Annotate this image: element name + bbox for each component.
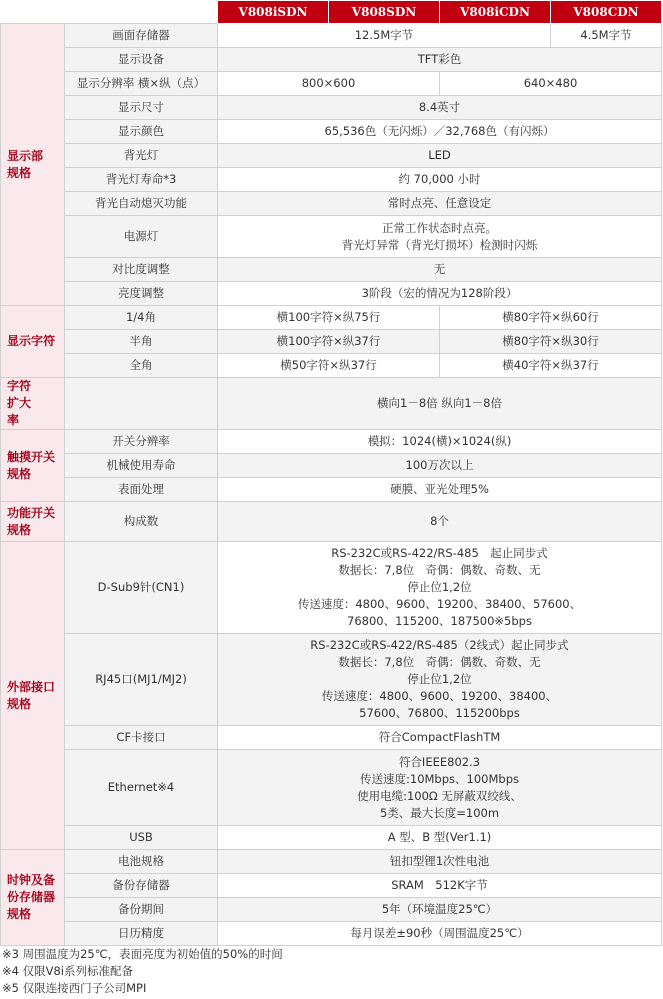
label-contrast: 对比度调整 [65, 258, 218, 282]
value-colors: 65,536色（无闪烁）／32,768色（有闪烁） [218, 120, 662, 144]
rj45-line-5: 57600、76800、115200bps [359, 706, 520, 720]
value-contrast: 无 [218, 258, 662, 282]
row-resolution [1, 72, 662, 96]
value-resolution-2: 640×480 [440, 72, 662, 96]
label-accuracy: 日历精度 [65, 922, 218, 946]
footnote-4: ※4 仅限V8i系列标准配备 [2, 964, 133, 978]
row-backup-mem [1, 874, 662, 898]
rj45-line-3: 停止位1,2位 [407, 672, 472, 686]
label-size: 显示尺寸 [65, 96, 218, 120]
value-resolution-1: 800×600 [218, 72, 440, 96]
row-char-full [1, 354, 662, 378]
label-resolution: 显示分辨率 横×纵（点） [65, 72, 218, 96]
row-accuracy [1, 922, 662, 946]
value-backlight-life: 约 70,000 小时 [218, 168, 662, 192]
row-char-quarter [1, 306, 662, 330]
power-led-line-1: 正常工作状态时点亮。 [382, 220, 497, 235]
label-backup-mem: 备份存储器 [65, 874, 218, 898]
value-brightness: 3阶段（宏的情况为128阶段） [218, 282, 662, 306]
row-backlight [1, 144, 662, 168]
value-zoom: 横向1－8倍 纵向1－8倍 [218, 378, 662, 430]
label-brightness: 亮度调整 [65, 282, 218, 306]
row-device [1, 48, 662, 72]
label-usb: USB [65, 826, 218, 850]
row-char-half [1, 330, 662, 354]
value-char-quarter-1: 横100字符×纵75行 [218, 306, 440, 330]
value-power-led [218, 216, 662, 258]
header-v808isdn: V808iSDN [218, 1, 329, 24]
value-touch-resolution: 模拟：1024(横)×1024(纵) [218, 430, 662, 454]
category-clock: 时钟及备份存储器规格 [1, 850, 65, 946]
footnotes [2, 946, 283, 997]
value-backup-period: 5年（环境温度25℃） [218, 898, 662, 922]
label-char-half: 半角 [65, 330, 218, 354]
power-led-line-2: 背光灯异常（背光灯损坏）检测时闪烁 [341, 237, 538, 252]
label-backlight: 背光灯 [65, 144, 218, 168]
header-v808icdn: V808iCDN [440, 1, 551, 24]
value-dsub [218, 542, 662, 634]
row-zoom [1, 378, 662, 430]
label-power-led: 电源灯 [65, 216, 218, 258]
value-func: 8个 [218, 502, 662, 542]
category-ext: 外部接口规格 [1, 542, 65, 850]
value-ethernet [218, 750, 662, 826]
value-usb: A 型、B 型(Ver1.1) [218, 826, 662, 850]
row-backlight-life [1, 168, 662, 192]
label-touch-life: 机械使用寿命 [65, 454, 218, 478]
value-size: 8.4英寸 [218, 96, 662, 120]
label-char-quarter: 1/4角 [65, 306, 218, 330]
row-auto-off [1, 192, 662, 216]
row-backup-period [1, 898, 662, 922]
row-rj45 [1, 634, 662, 726]
row-size [1, 96, 662, 120]
row-func [1, 502, 662, 542]
value-auto-off: 常时点亮、任意设定 [218, 192, 662, 216]
row-colors [1, 120, 662, 144]
label-ethernet: Ethernet※4 [65, 750, 218, 826]
row-touch-surface [1, 478, 662, 502]
value-touch-surface: 硬膜、亚光处理5% [218, 478, 662, 502]
row-brightness [1, 282, 662, 306]
value-char-half-1: 横100字符×纵37行 [218, 330, 440, 354]
row-touch-life [1, 454, 662, 478]
value-backup-mem: SRAM 512K字节 [218, 874, 662, 898]
header-row [1, 1, 662, 24]
value-touch-life: 100万次以上 [218, 454, 662, 478]
label-battery: 电池规格 [65, 850, 218, 874]
dsub-line-1: RS-232C或RS-422/RS-485 起止同步式 [331, 546, 548, 560]
value-char-full-1: 横50字符×纵37行 [218, 354, 440, 378]
value-char-full-2: 横40字符×纵37行 [440, 354, 662, 378]
dsub-line-5: 76800、115200、187500※5bps [347, 614, 532, 628]
value-char-quarter-2: 横80字符×纵60行 [440, 306, 662, 330]
category-zoom: 字符扩大率 [1, 378, 65, 430]
rj45-line-4: 传送速度：4800、9600、19200、38400、 [321, 689, 558, 703]
label-dsub: D-Sub9针(CN1) [65, 542, 218, 634]
row-memory [1, 24, 662, 48]
value-cf: 符合CompactFlashTM [218, 726, 662, 750]
value-char-half-2: 横80字符×纵30行 [440, 330, 662, 354]
category-func: 功能开关规格 [1, 502, 65, 542]
value-backlight: LED [218, 144, 662, 168]
row-usb [1, 826, 662, 850]
label-touch-resolution: 开关分辨率 [65, 430, 218, 454]
rj45-line-1: RS-232C或RS-422/RS-485（2线式）起止同步式 [310, 638, 569, 652]
label-func: 构成数 [65, 502, 218, 542]
footnote-3: ※3 周围温度为25℃，表面亮度为初始值的50%的时间 [2, 947, 283, 961]
row-battery [1, 850, 662, 874]
label-rj45: RJ45口(MJ1/MJ2) [65, 634, 218, 726]
dsub-line-4: 传送速度：4800、9600、19200、38400、57600、 [297, 597, 582, 611]
category-chars: 显示字符 [1, 306, 65, 378]
row-touch-resolution [1, 430, 662, 454]
ethernet-line-4: 5类、最大长度=100m [379, 805, 500, 820]
ethernet-line-1: 符合IEEE802.3 [398, 754, 481, 769]
label-backlight-life: 背光灯寿命*3 [65, 168, 218, 192]
label-device: 显示设备 [65, 48, 218, 72]
label-auto-off: 背光自动熄灭功能 [65, 192, 218, 216]
header-v808sdn: V808SDN [329, 1, 440, 24]
header-blank [1, 1, 218, 24]
category-touch: 触摸开关规格 [1, 430, 65, 502]
label-colors: 显示颜色 [65, 120, 218, 144]
label-touch-surface: 表面处理 [65, 478, 218, 502]
value-memory-2: 4.5M字节 [551, 24, 662, 48]
row-power-led [1, 216, 662, 258]
label-zoom-empty [65, 378, 218, 430]
label-memory: 画面存储器 [65, 24, 218, 48]
value-rj45 [218, 634, 662, 726]
row-cf [1, 726, 662, 750]
category-display: 显示部规格 [1, 24, 65, 306]
header-v808cdn: V808CDN [551, 1, 662, 24]
label-char-full: 全角 [65, 354, 218, 378]
value-accuracy: 每月误差±90秒（周围温度25℃） [218, 922, 662, 946]
label-backup-period: 备份期间 [65, 898, 218, 922]
row-contrast [1, 258, 662, 282]
ethernet-line-3: 使用电缆:100Ω 无屏蔽双绞线、 [357, 788, 522, 803]
row-dsub [1, 542, 662, 634]
value-memory-1: 12.5M字节 [218, 24, 551, 48]
value-battery: 钮扣型锂1次性电池 [218, 850, 662, 874]
rj45-line-2: 数据长：7,8位 奇偶：偶数、奇数、无 [338, 655, 541, 669]
row-ethernet [1, 750, 662, 826]
dsub-line-3: 停止位1,2位 [407, 580, 472, 594]
footnote-5: ※5 仅限连接西门子公司MPI [2, 981, 147, 995]
value-device: TFT彩色 [218, 48, 662, 72]
label-cf: CF卡接口 [65, 726, 218, 750]
ethernet-line-2: 传送速度:10Mbps、100Mbps [360, 771, 519, 786]
dsub-line-2: 数据长：7,8位 奇偶：偶数、奇数、无 [338, 563, 541, 577]
